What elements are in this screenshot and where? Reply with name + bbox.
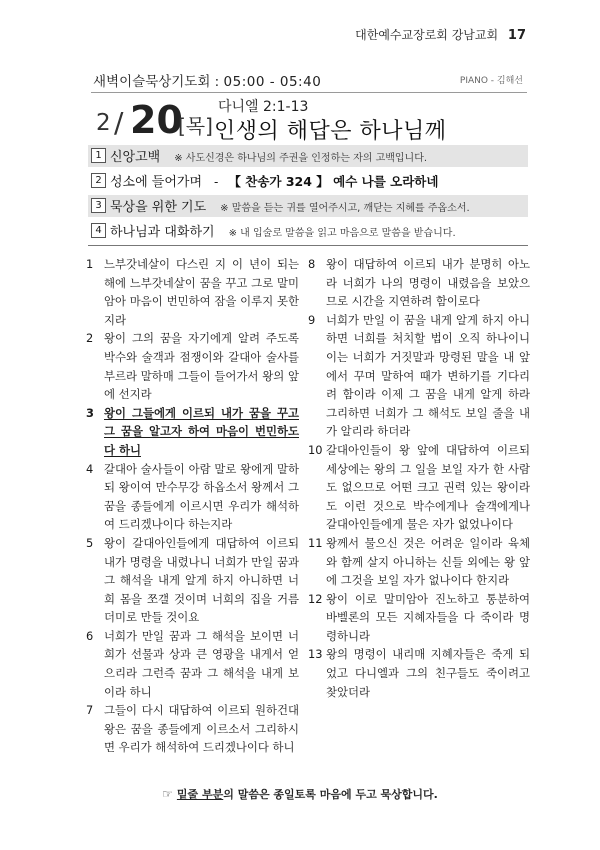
verse-text: 느부갓네살이 다스린 지 이 년이 되는 해에 느부갓네살이 꿈을 꾸고 그로 말미암아 마음이 번민하여 잠을 이루지 못한지라 bbox=[104, 257, 299, 327]
order-of-service bbox=[88, 145, 528, 245]
sermon-title: 인생의 해답은 하나님께 bbox=[214, 119, 447, 144]
verse bbox=[86, 329, 299, 403]
verse bbox=[86, 255, 299, 329]
order-label: 묵상을 위한 기도 bbox=[110, 200, 207, 215]
order-number: 1 bbox=[91, 148, 106, 163]
verse-number: 4 bbox=[86, 461, 94, 476]
divider-bottom bbox=[88, 245, 528, 246]
verse-text: 왕이 이로 말미암아 진노하고 통분하여 바벨론의 모든 지혜자들을 다 죽이라 명령하니라 bbox=[326, 591, 530, 643]
verse bbox=[308, 590, 530, 646]
order-item-prayer bbox=[88, 195, 528, 217]
verse-number: 5 bbox=[86, 535, 94, 550]
verse bbox=[86, 701, 299, 757]
service-time: 05:00 - 05:40 bbox=[223, 74, 322, 90]
verse-number: 9 bbox=[308, 312, 316, 327]
service-title bbox=[93, 70, 321, 90]
scripture-column-left bbox=[86, 255, 299, 757]
scripture-column-right bbox=[308, 255, 530, 701]
verse-text: 갈대아인들이 왕 앞에 대답하여 이르되 세상에는 왕의 그 일을 보일 자가 한 사람도 없으므로 어떤 크고 권력 있는 왕이라도 이런 것으로 박수에게나 술객에게나 갈대아인들에게 물은 자가 없었나이다 bbox=[326, 442, 530, 532]
verse bbox=[86, 534, 299, 627]
footer-note bbox=[0, 786, 600, 802]
verse-number: 12 bbox=[308, 591, 323, 606]
verse bbox=[308, 255, 530, 311]
verse-text: 그들이 다시 대답하여 이르되 원하건대 왕은 꿈을 종들에게 이르소서 그리하시면 우리가 해석하여 드리겠나이다 하니 bbox=[104, 703, 299, 755]
verse-number: 10 bbox=[308, 442, 323, 457]
verse-number: 8 bbox=[308, 257, 316, 271]
footer-text: 의 말씀은 종일토록 마음에 두고 묵상합니다. bbox=[223, 788, 438, 801]
verse-number: 6 bbox=[86, 628, 94, 643]
order-number: 2 bbox=[91, 173, 106, 188]
order-label: 하나님과 대화하기 bbox=[110, 225, 215, 240]
order-note: ※ 사도신경은 하나님의 주권을 인정하는 자의 고백입니다. bbox=[174, 153, 428, 164]
order-item-reading bbox=[88, 220, 528, 242]
piano-credit: PIANO - 김해선 bbox=[459, 76, 523, 86]
date-slash: / bbox=[114, 106, 124, 139]
verse-number: 1 bbox=[86, 257, 94, 271]
verse-text: 왕이 대답하여 이르되 내가 분명히 아노라 너희가 나의 명령이 내렸음을 보았으므로 시간을 지연하려 함이로다 bbox=[326, 257, 530, 309]
verse bbox=[308, 645, 530, 701]
verse bbox=[308, 534, 530, 590]
verse bbox=[308, 441, 530, 534]
verse-highlighted bbox=[86, 404, 299, 460]
verse-number: 7 bbox=[86, 703, 94, 718]
page-header bbox=[355, 26, 526, 43]
order-dash: - bbox=[214, 175, 219, 189]
service-info bbox=[93, 70, 523, 90]
verse-text: 왕의 명령이 내리매 지혜자들은 죽게 되었고 다니엘과 그의 친구들도 죽이려고 찾았더라 bbox=[326, 647, 530, 699]
order-label: 성소에 들어가며 bbox=[110, 175, 203, 190]
church-name: 대한예수교장로회 강남교회 bbox=[355, 28, 499, 42]
page-number: 17 bbox=[507, 28, 526, 43]
service-name: 새벽이슬묵상기도회 : bbox=[93, 74, 220, 90]
verse bbox=[86, 627, 299, 701]
order-number: 4 bbox=[91, 223, 106, 238]
date-day: 20 bbox=[130, 98, 183, 142]
verse bbox=[86, 460, 299, 534]
verse-text: 너희가 만일 꿈과 그 해석을 보이면 너희가 선물과 상과 큰 영광을 내게서 얻으리라 그런즉 꿈과 그 해석을 내게 보이라 하니 bbox=[104, 628, 299, 699]
verse-number: 11 bbox=[308, 535, 323, 550]
verse-text: 왕이 갈대아인들에게 대답하여 이르되 내가 명령을 내렸나니 너희가 만일 꿈과 그 해석을 내게 알게 하지 아니하면 너희 몸을 쪼갤 것이며 너희의 집을 거름더미로 만들 것이요 bbox=[104, 535, 299, 625]
order-number: 3 bbox=[91, 198, 106, 213]
verse-text: 너희가 만일 이 꿈을 내게 알게 하지 아니하면 너희를 처치할 법이 오직 하나이니 이는 너희가 거짓말과 망령된 말을 내 앞에서 꾸며 말하여 때가 변하기를 기다리려 함이라 이제 그 꿈을 내게 알게 하라 그리하면 너희가 그 해석도 보일 줄을 내가 알리라 하더라 bbox=[326, 312, 530, 439]
verse-number: 3 bbox=[86, 405, 94, 420]
pointing-hand-icon: ☞ bbox=[162, 787, 173, 801]
verse-text: 왕이 그의 꿈을 자기에게 알려 주도록 박수와 술객과 점쟁이와 갈대아 술사를 부르라 말하매 그들이 들어가서 왕의 앞에 선지라 bbox=[104, 331, 299, 402]
verse-number: 13 bbox=[308, 647, 323, 662]
scripture-reference: 다니엘 2:1-13 bbox=[218, 99, 309, 115]
date-month: 2 bbox=[96, 110, 111, 136]
divider-top bbox=[91, 92, 527, 93]
order-item-hymn bbox=[88, 170, 528, 192]
order-label: 신앙고백 bbox=[110, 150, 161, 165]
verse-text: 왕이 그들에게 이르되 내가 꿈을 꾸고 그 꿈을 알고자 하여 마음이 번민하도다 하니 bbox=[104, 405, 299, 457]
order-item-confession bbox=[88, 145, 528, 167]
order-note: ※ 말씀을 듣는 귀를 열어주시고, 깨닫는 지혜를 주옵소서. bbox=[220, 203, 470, 214]
order-note: ※ 내 입술로 말씀을 읽고 마음으로 말씀을 받습니다. bbox=[228, 228, 456, 239]
verse-text: 왕께서 물으신 것은 어려운 일이라 육체와 함께 살지 아니하는 신들 외에는 왕 앞에 그것을 보일 자가 없나이다 한지라 bbox=[326, 535, 530, 588]
verse-number: 2 bbox=[86, 331, 94, 346]
hymn-title: 【 찬송가 324 】 예수 나를 오라하네 bbox=[228, 174, 439, 189]
footer-emphasis: 밑줄 부분 bbox=[176, 788, 224, 801]
verse-text: 갈대아 술사들이 아람 말로 왕에게 말하되 왕이여 만수무강 하옵소서 왕께서 그 꿈을 종들에게 이르시면 우리가 해석하여 드리겠나이다 하는지라 bbox=[104, 461, 299, 532]
verse bbox=[308, 311, 530, 441]
date-weekday: [목] bbox=[178, 114, 213, 138]
